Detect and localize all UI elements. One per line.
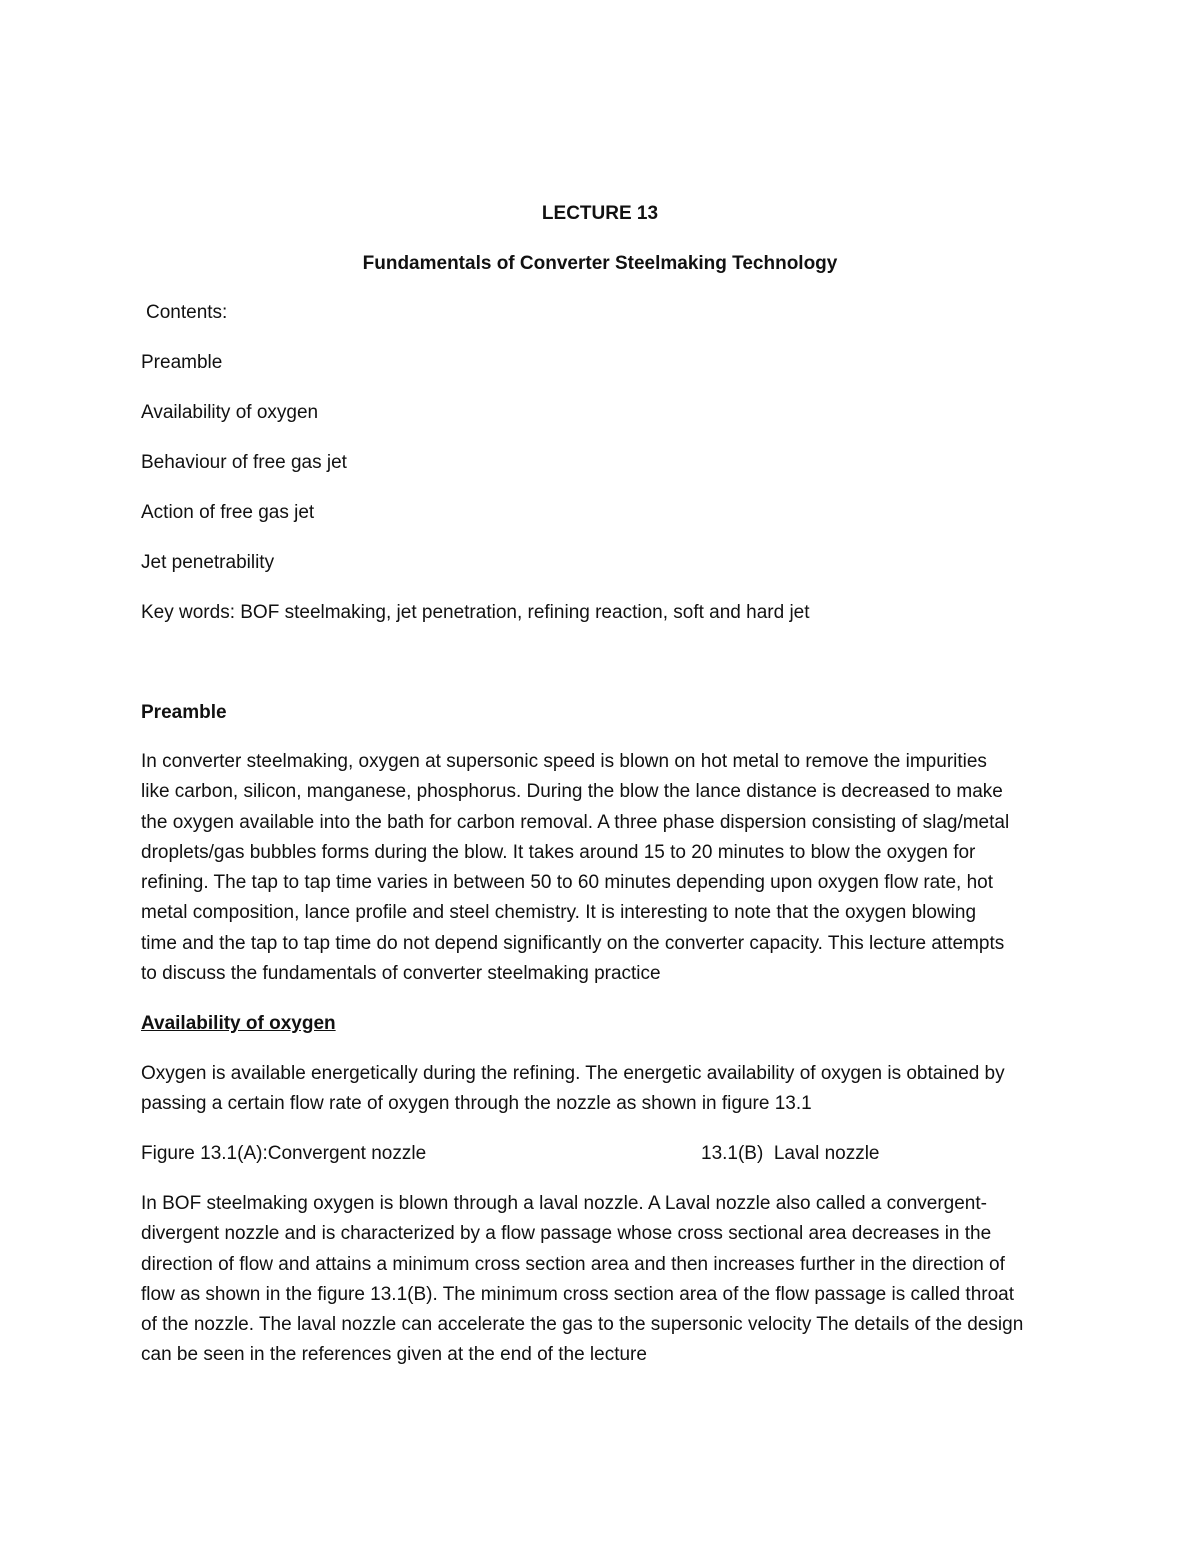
contents-item-availability: Availability of oxygen <box>141 402 319 423</box>
preamble-line: like carbon, silicon, manganese, phosphorus. During the blow the lance distance is decreased to make <box>141 781 1003 803</box>
preamble-line: refining. The tap to tap time varies in between 50 to 60 minutes depending upon oxygen flow rate, hot <box>141 872 994 894</box>
preamble-line: In converter steelmaking, oxygen at supersonic speed is blown on hot metal to remove the impurities <box>141 751 987 772</box>
lecture-subtitle: Fundamentals of Converter Steelmaking Technology <box>362 253 838 274</box>
keywords-line: Key words: BOF steelmaking, jet penetration, refining reaction, soft and hard jet <box>141 602 810 623</box>
preamble-line: droplets/gas bubbles forms during the blow. It takes around 15 to 20 minutes to blow the oxygen for <box>141 841 976 863</box>
lecture-title: LECTURE 13 <box>541 203 659 224</box>
contents-item-behaviour: Behaviour of free gas jet <box>141 452 347 473</box>
laval-line: divergent nozzle and is characterized by a flow passage whose cross sectional area decreases in the <box>141 1223 992 1245</box>
contents-item-penetrability: Jet penetrability <box>141 552 275 573</box>
figure-caption-b: 13.1(B) Laval nozzle <box>701 1143 880 1164</box>
contents-label: Contents: <box>146 302 228 323</box>
contents-item-action: Action of free gas jet <box>141 502 315 523</box>
preamble-heading: Preamble <box>141 702 227 723</box>
availability-paragraph <box>141 1059 1066 1120</box>
preamble-line: metal composition, lance profile and steel chemistry. It is interesting to note that the oxygen blowing <box>141 902 977 924</box>
laval-line: of the nozzle. The laval nozzle can accelerate the gas to the supersonic velocity The details of the design <box>141 1314 1024 1336</box>
preamble-line: the oxygen available into the bath for carbon removal. A three phase dispersion consisting of slag/metal <box>141 811 1010 833</box>
laval-line: flow as shown in the figure 13.1(B). The minimum cross section area of the flow passage is called throat <box>141 1283 1015 1305</box>
preamble-paragraph <box>141 747 1066 989</box>
preamble-line: time and the tap to tap time do not depend significantly on the converter capacity. This lecture attempts <box>141 932 1005 954</box>
laval-line: direction of flow and attains a minimum cross section area and then increases further in the direction of <box>141 1253 1005 1275</box>
laval-paragraph <box>141 1189 1066 1371</box>
laval-line: can be seen in the references given at the end of the lecture <box>141 1344 647 1366</box>
availability-heading: Availability of oxygen <box>141 1013 336 1034</box>
contents-item-preamble: Preamble <box>141 352 223 373</box>
availability-line: passing a certain flow rate of oxygen through the nozzle as shown in figure 13.1 <box>141 1093 812 1115</box>
figure-caption-a: Figure 13.1(A):Convergent nozzle <box>141 1143 427 1164</box>
availability-line: Oxygen is available energetically during the refining. The energetic availability of oxygen is obtained by <box>141 1063 1005 1084</box>
laval-line: In BOF steelmaking oxygen is blown through a laval nozzle. A Laval nozzle also called a convergent- <box>141 1193 987 1214</box>
preamble-line: to discuss the fundamentals of converter steelmaking practice <box>141 963 661 985</box>
